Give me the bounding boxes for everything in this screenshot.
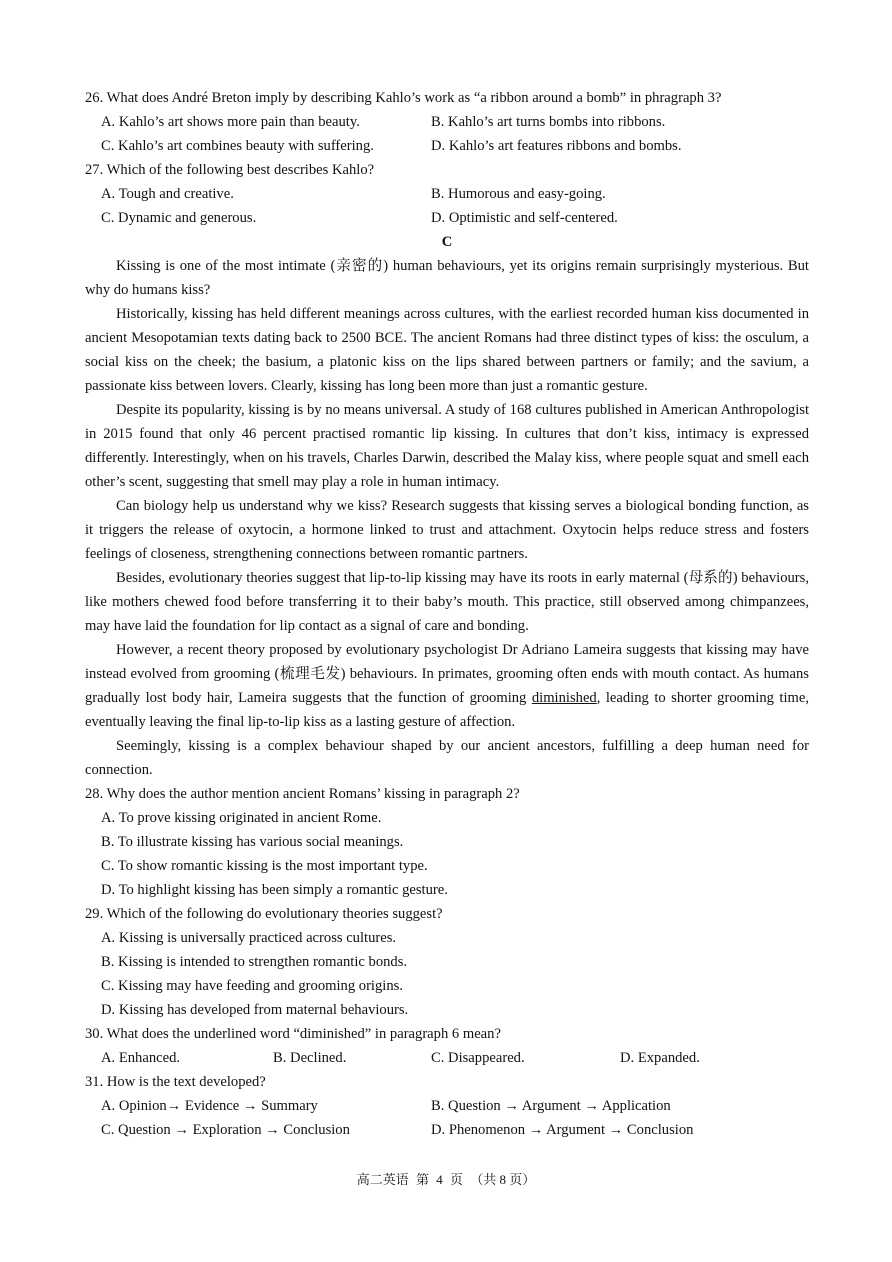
passage-paragraph-4: Can biology help us understand why we kiss? Research suggests that kissing serves a biological bonding function, as it triggers the release of oxytocin, a hormone linked to trust and attachment. Oxytocin helps reduce stress and fosters feelings of closeness, strengthening connections between romantic partners. bbox=[85, 498, 809, 562]
exam-page bbox=[85, 86, 809, 1142]
q27-option-b: B. Humorous and easy-going. bbox=[431, 186, 606, 202]
question-26-stem: 26. What does André Breton imply by describing Kahlo’s work as “a ribbon around a bomb” in phragraph 3? bbox=[85, 90, 722, 106]
footer-total-pages: （共 8 页） bbox=[470, 1172, 536, 1187]
q31-option-a: A. Opinion→ Evidence → Summary bbox=[101, 1098, 318, 1114]
footer-page-number: 4 bbox=[436, 1172, 443, 1187]
q30-option-d: D. Expanded. bbox=[620, 1050, 700, 1066]
question-27-stem: 27. Which of the following best describes Kahlo? bbox=[85, 162, 375, 178]
q31-option-d: D. Phenomenon → Argument → Conclusion bbox=[431, 1122, 694, 1138]
q26-option-b: B. Kahlo’s art turns bombs into ribbons. bbox=[431, 114, 666, 130]
q27-option-a: A. Tough and creative. bbox=[101, 186, 234, 202]
question-31-stem: 31. How is the text developed? bbox=[85, 1074, 266, 1090]
q30-option-c: C. Disappeared. bbox=[431, 1050, 525, 1066]
section-c-heading: C bbox=[441, 234, 453, 250]
footer-page-suffix: 页 bbox=[450, 1172, 464, 1187]
passage-paragraph-7: Seemingly, kissing is a complex behaviour shaped by our ancient ancestors, fulfilling a deep human need for connection. bbox=[85, 738, 809, 778]
question-27-options-row1 bbox=[85, 182, 809, 206]
page-footer bbox=[0, 1170, 892, 1190]
q28-option-b: B. To illustrate kissing has various social meanings. bbox=[101, 834, 404, 850]
footer-subject: 高二英语 bbox=[356, 1172, 409, 1187]
q29-option-c: C. Kissing may have feeding and grooming origins. bbox=[101, 978, 403, 994]
question-31-options-row2 bbox=[85, 1118, 809, 1142]
q28-option-d: D. To highlight kissing has been simply a romantic gesture. bbox=[101, 882, 448, 898]
q29-option-b: B. Kissing is intended to strengthen romantic bonds. bbox=[101, 954, 408, 970]
question-27-options-row2 bbox=[85, 206, 809, 230]
question-29-stem: 29. Which of the following do evolutionary theories suggest? bbox=[85, 906, 443, 922]
question-26-options-row2 bbox=[85, 134, 809, 158]
passage-paragraph-5: Besides, evolutionary theories suggest that lip-to-lip kissing may have its roots in early maternal (母系的) behaviours, like mothers chewed food before transferring it to their baby’s mouth. This practice, still observed among chimpanzees, may have laid the foundation for lip contact as a signal of care and bonding. bbox=[85, 570, 809, 634]
q27-option-c: C. Dynamic and generous. bbox=[101, 210, 257, 226]
footer-page-prefix: 第 bbox=[415, 1172, 429, 1187]
passage-paragraph-2: Historically, kissing has held different meanings across cultures, with the earliest recorded human kiss documented in ancient Mesopotamian texts dating back to 2500 BCE. The ancient Romans had three distinct types of kiss: the osculum, a social kiss on the cheek; the basium, a platonic kiss on the lips shared between partners or family; and the savium, a passionate kiss between lovers. Clearly, kissing has long been more than just a romantic gesture. bbox=[85, 306, 809, 394]
q26-option-a: A. Kahlo’s art shows more pain than beauty. bbox=[101, 114, 360, 130]
question-30-options bbox=[85, 1046, 809, 1070]
q28-option-a: A. To prove kissing originated in ancient Rome. bbox=[101, 810, 382, 826]
q27-option-d: D. Optimistic and self-centered. bbox=[431, 210, 618, 226]
question-31-options-row1 bbox=[85, 1094, 809, 1118]
q29-option-d: D. Kissing has developed from maternal behaviours. bbox=[101, 1002, 409, 1018]
question-26-options-row1 bbox=[85, 110, 809, 134]
passage-paragraph-3: Despite its popularity, kissing is by no means universal. A study of 168 cultures published in American Anthropologist in 2015 found that only 46 percent practised romantic lip kissing. In cultures that don’t kiss, intimacy is expressed differently. Interestingly, when on his travels, Charles Darwin, described the Malay kiss, where people squat and smell each other’s scent, suggesting that smell may play a role in human intimacy. bbox=[85, 402, 809, 490]
p6-text-before: However, a recent theory proposed by evolutionary psychologist Dr Adriano Lameira suggests that kissing may have instead evolved from grooming (梳理毛发) behaviours. In primates, grooming often ends with mouth contact. As humans gradually lost body hair, Lameira suggests that the function of grooming bbox=[85, 642, 809, 706]
q29-option-a: A. Kissing is universally practiced across cultures. bbox=[101, 930, 397, 946]
passage-paragraph-1: Kissing is one of the most intimate (亲密的) human behaviours, yet its origins remain surprisingly mysterious. But why do humans kiss? bbox=[85, 258, 809, 298]
question-28-stem: 28. Why does the author mention ancient Romans’ kissing in paragraph 2? bbox=[85, 786, 520, 802]
p6-text-after: , leading to shorter grooming time, eventually leaving the final lip-to-lip kiss as a lasting gesture of affection. bbox=[85, 690, 809, 730]
q30-option-a: A. Enhanced. bbox=[101, 1050, 181, 1066]
q31-option-b: B. Question → Argument → Application bbox=[431, 1098, 671, 1114]
passage-paragraph-6 bbox=[85, 638, 809, 734]
q26-option-c: C. Kahlo’s art combines beauty with suffering. bbox=[101, 138, 374, 154]
underlined-word-diminished: diminished bbox=[531, 690, 597, 706]
q26-option-d: D. Kahlo’s art features ribbons and bombs. bbox=[431, 138, 682, 154]
q30-option-b: B. Declined. bbox=[273, 1050, 347, 1066]
q31-option-c: C. Question → Exploration → Conclusion bbox=[101, 1122, 350, 1138]
question-30-stem: 30. What does the underlined word “diminished” in paragraph 6 mean? bbox=[85, 1026, 501, 1042]
q28-option-c: C. To show romantic kissing is the most important type. bbox=[101, 858, 428, 874]
